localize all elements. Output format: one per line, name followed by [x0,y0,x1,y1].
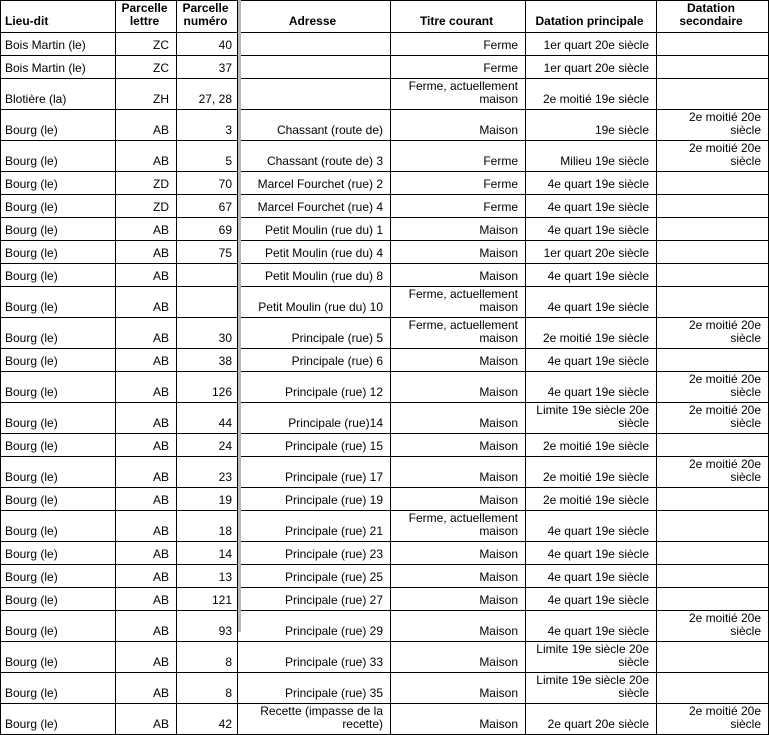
table-row [1,56,769,79]
cell-lieu-dit[interactable]: Bourg (le) [1,642,116,673]
cell-adresse[interactable]: Principale (rue) 35 [238,673,391,704]
cell-datation-principale[interactable]: 2e moitié 19e siècle [526,318,657,349]
cell-parcelle-lettre[interactable]: AB [116,218,177,241]
cell-datation-secondaire[interactable] [657,218,769,241]
cell-datation-principale[interactable]: 4e quart 19e siècle [526,195,657,218]
cell-adresse[interactable]: Principale (rue) 25 [238,565,391,588]
cell-titre-courant[interactable]: Ferme [391,195,526,218]
cell-titre-courant[interactable]: Ferme [391,56,526,79]
table-row [1,642,769,673]
column-header-titre-courant[interactable]: Titre courant [391,1,526,33]
cell-datation-secondaire[interactable]: 2e moitié 20e siècle [657,141,769,172]
cell-parcelle-numero[interactable]: 126 [177,372,238,403]
cell-datation-secondaire[interactable]: 2e moitié 20e siècle [657,403,769,434]
cell-datation-secondaire[interactable] [657,264,769,287]
cell-titre-courant[interactable]: Ferme, actuellement maison [391,287,526,318]
cell-parcelle-lettre[interactable]: AB [116,488,177,511]
table-row [1,372,769,403]
column-header-datation-secondaire[interactable]: Datation secondaire [657,1,769,33]
table-row [1,704,769,735]
cell-datation-secondaire[interactable] [657,287,769,318]
table-row [1,172,769,195]
cell-datation-secondaire[interactable] [657,79,769,110]
cell-parcelle-numero[interactable]: 67 [177,195,238,218]
cell-parcelle-lettre[interactable]: AB [116,457,177,488]
cell-datation-secondaire[interactable] [657,434,769,457]
cell-parcelle-numero[interactable]: 8 [177,642,238,673]
cell-parcelle-numero[interactable]: 37 [177,56,238,79]
cell-parcelle-lettre[interactable]: ZH [116,79,177,110]
cell-lieu-dit[interactable]: Bourg (le) [1,141,116,172]
cell-datation-secondaire[interactable] [657,488,769,511]
cell-datation-principale[interactable]: 4e quart 19e siècle [526,542,657,565]
cell-parcelle-lettre[interactable]: ZC [116,33,177,56]
cell-titre-courant[interactable]: Maison [391,588,526,611]
cell-parcelle-numero[interactable]: 8 [177,673,238,704]
cell-titre-courant[interactable]: Maison [391,434,526,457]
cell-parcelle-numero[interactable]: 5 [177,141,238,172]
cell-datation-secondaire[interactable] [657,511,769,542]
cell-parcelle-numero[interactable]: 27, 28 [177,79,238,110]
cell-parcelle-lettre[interactable]: AB [116,403,177,434]
cell-parcelle-numero[interactable]: 121 [177,588,238,611]
cell-datation-secondaire[interactable]: 2e moitié 20e siècle [657,318,769,349]
cell-parcelle-lettre[interactable]: AB [116,611,177,642]
cell-lieu-dit[interactable]: Bourg (le) [1,218,116,241]
table-row [1,403,769,434]
cell-adresse[interactable]: Petit Moulin (rue du) 4 [238,241,391,264]
cell-lieu-dit[interactable]: Bourg (le) [1,403,116,434]
column-header-adresse[interactable]: Adresse [238,1,391,33]
cell-adresse[interactable]: Petit Moulin (rue du) 10 [238,287,391,318]
cell-parcelle-numero[interactable]: 18 [177,511,238,542]
cell-lieu-dit[interactable]: Bourg (le) [1,372,116,403]
table-row [1,318,769,349]
cell-lieu-dit[interactable]: Bourg (le) [1,110,116,141]
cell-titre-courant[interactable]: Ferme, actuellement maison [391,511,526,542]
cell-adresse[interactable] [238,33,391,56]
cell-titre-courant[interactable]: Maison [391,241,526,264]
table-row [1,79,769,110]
cell-datation-principale[interactable]: 2e moitié 19e siècle [526,434,657,457]
column-header-datation-principale[interactable]: Datation principale [526,1,657,33]
cell-datation-principale[interactable]: 4e quart 19e siècle [526,172,657,195]
table-row [1,434,769,457]
cell-adresse[interactable]: Petit Moulin (rue du) 8 [238,264,391,287]
cell-datation-principale[interactable]: 1er quart 20e siècle [526,56,657,79]
cell-titre-courant[interactable]: Maison [391,110,526,141]
cell-adresse[interactable]: Marcel Fourchet (rue) 4 [238,195,391,218]
cell-parcelle-numero[interactable]: 24 [177,434,238,457]
cell-datation-principale[interactable]: 4e quart 19e siècle [526,372,657,403]
cell-adresse[interactable] [238,56,391,79]
cell-datation-secondaire[interactable]: 2e moitié 20e siècle [657,457,769,488]
table-row [1,33,769,56]
cell-titre-courant[interactable]: Maison [391,218,526,241]
table-row [1,218,769,241]
cell-parcelle-numero[interactable] [177,264,238,287]
table-row [1,349,769,372]
cell-datation-principale[interactable]: 4e quart 19e siècle [526,588,657,611]
cell-adresse[interactable]: Principale (rue) 29 [238,611,391,642]
cell-titre-courant[interactable]: Maison [391,642,526,673]
cell-lieu-dit[interactable]: Bourg (le) [1,511,116,542]
cell-titre-courant[interactable]: Ferme, actuellement maison [391,79,526,110]
cell-lieu-dit[interactable]: Bourg (le) [1,172,116,195]
table-row [1,511,769,542]
cell-lieu-dit[interactable]: Bourg (le) [1,488,116,511]
cell-parcelle-lettre[interactable]: AB [116,141,177,172]
cell-parcelle-lettre[interactable]: AB [116,318,177,349]
cell-adresse[interactable]: Marcel Fourchet (rue) 2 [238,172,391,195]
cell-adresse[interactable]: Principale (rue) 23 [238,542,391,565]
cell-parcelle-numero[interactable]: 93 [177,611,238,642]
table-row [1,264,769,287]
table-row [1,110,769,141]
cell-datation-principale[interactable]: 2e moitié 19e siècle [526,457,657,488]
cell-titre-courant[interactable]: Ferme [391,33,526,56]
cell-adresse[interactable]: Principale (rue) 33 [238,642,391,673]
cell-parcelle-lettre[interactable]: AB [116,565,177,588]
cell-parcelle-numero[interactable]: 70 [177,172,238,195]
cell-lieu-dit[interactable]: Bourg (le) [1,673,116,704]
cell-titre-courant[interactable]: Maison [391,704,526,735]
cell-datation-principale[interactable]: 4e quart 19e siècle [526,511,657,542]
cell-datation-secondaire[interactable] [657,349,769,372]
cell-parcelle-lettre[interactable]: AB [116,673,177,704]
cell-datation-principale[interactable]: 4e quart 19e siècle [526,349,657,372]
table-row [1,542,769,565]
cell-datation-secondaire[interactable] [657,642,769,673]
header-row [1,1,769,33]
cell-datation-principale[interactable]: 2e quart 20e siècle [526,704,657,735]
cell-datation-principale[interactable]: 1er quart 20e siècle [526,33,657,56]
cell-datation-principale[interactable]: 4e quart 19e siècle [526,565,657,588]
table-row [1,141,769,172]
cell-datation-secondaire[interactable] [657,241,769,264]
cell-adresse[interactable]: Principale (rue) 12 [238,372,391,403]
cell-datation-principale[interactable]: Milieu 19e siècle [526,141,657,172]
cell-datation-principale[interactable]: 2e moitié 19e siècle [526,79,657,110]
cell-titre-courant[interactable]: Ferme [391,172,526,195]
cell-parcelle-lettre[interactable]: AB [116,110,177,141]
cell-datation-secondaire[interactable] [657,565,769,588]
cell-lieu-dit[interactable]: Bourg (le) [1,565,116,588]
cell-datation-secondaire[interactable]: 2e moitié 20e siècle [657,611,769,642]
table-row [1,457,769,488]
table-body [1,33,769,735]
cell-parcelle-lettre[interactable]: AB [116,372,177,403]
cell-adresse[interactable]: Principale (rue) 6 [238,349,391,372]
cell-parcelle-numero[interactable]: 3 [177,110,238,141]
cell-titre-courant[interactable]: Maison [391,542,526,565]
cell-titre-courant[interactable]: Ferme [391,141,526,172]
cell-adresse[interactable]: Principale (rue)14 [238,403,391,434]
cell-titre-courant[interactable]: Maison [391,488,526,511]
cell-adresse[interactable]: Principale (rue) 15 [238,434,391,457]
cell-parcelle-numero[interactable]: 23 [177,457,238,488]
cell-lieu-dit[interactable]: Bourg (le) [1,588,116,611]
column-header-lieu-dit[interactable]: Lieu-dit [1,1,116,33]
cell-parcelle-lettre[interactable]: AB [116,349,177,372]
cell-datation-secondaire[interactable] [657,542,769,565]
cell-datation-principale[interactable]: Limite 19e siècle 20e siècle [526,403,657,434]
cell-parcelle-numero[interactable]: 40 [177,33,238,56]
table-row [1,673,769,704]
cell-datation-secondaire[interactable] [657,172,769,195]
cell-datation-principale[interactable]: 4e quart 19e siècle [526,264,657,287]
cell-titre-courant[interactable]: Maison [391,565,526,588]
cell-parcelle-numero[interactable]: 69 [177,218,238,241]
column-header-parcelle-numero[interactable]: Parcelle numéro [177,1,238,33]
cell-lieu-dit[interactable]: Bourg (le) [1,542,116,565]
cell-datation-principale[interactable]: Limite 19e siècle 20e siècle [526,673,657,704]
cell-datation-principale[interactable]: 4e quart 19e siècle [526,611,657,642]
cell-lieu-dit[interactable]: Bourg (le) [1,264,116,287]
table-row [1,611,769,642]
cell-parcelle-lettre[interactable]: ZC [116,56,177,79]
cell-lieu-dit[interactable]: Bois Martin (le) [1,33,116,56]
cell-lieu-dit[interactable]: Bourg (le) [1,349,116,372]
cell-parcelle-lettre[interactable]: AB [116,704,177,735]
cell-datation-secondaire[interactable] [657,56,769,79]
cell-datation-secondaire[interactable]: 2e moitié 20e siècle [657,704,769,735]
cell-titre-courant[interactable]: Ferme, actuellement maison [391,318,526,349]
cell-parcelle-numero[interactable]: 30 [177,318,238,349]
cell-parcelle-numero[interactable]: 42 [177,704,238,735]
cell-adresse[interactable] [238,79,391,110]
cell-datation-principale[interactable]: 1er quart 20e siècle [526,241,657,264]
cell-datation-secondaire[interactable]: 2e moitié 20e siècle [657,110,769,141]
cell-adresse[interactable]: Principale (rue) 17 [238,457,391,488]
cell-parcelle-numero[interactable]: 44 [177,403,238,434]
cell-datation-secondaire[interactable]: 2e moitié 20e siècle [657,372,769,403]
cell-titre-courant[interactable]: Maison [391,673,526,704]
cell-adresse[interactable]: Principale (rue) 21 [238,511,391,542]
cell-parcelle-numero[interactable]: 13 [177,565,238,588]
cell-parcelle-numero[interactable]: 75 [177,241,238,264]
cell-datation-principale[interactable]: Limite 19e siècle 20e siècle [526,642,657,673]
column-header-parcelle-lettre[interactable]: Parcelle lettre [116,1,177,33]
cell-datation-secondaire[interactable] [657,195,769,218]
cell-datation-secondaire[interactable] [657,588,769,611]
cell-parcelle-numero[interactable]: 14 [177,542,238,565]
table-row [1,287,769,318]
cell-titre-courant[interactable]: Maison [391,611,526,642]
cell-lieu-dit[interactable]: Bois Martin (le) [1,56,116,79]
cell-lieu-dit[interactable]: Bourg (le) [1,195,116,218]
cell-lieu-dit[interactable]: Blotière (la) [1,79,116,110]
cell-titre-courant[interactable]: Maison [391,457,526,488]
cell-lieu-dit[interactable]: Bourg (le) [1,241,116,264]
cell-datation-principale[interactable]: 4e quart 19e siècle [526,218,657,241]
cell-parcelle-lettre[interactable]: AB [116,588,177,611]
cell-adresse[interactable]: Petit Moulin (rue du) 1 [238,218,391,241]
cell-parcelle-lettre[interactable]: ZD [116,195,177,218]
table-row [1,588,769,611]
cell-lieu-dit[interactable]: Bourg (le) [1,457,116,488]
cell-datation-secondaire[interactable] [657,33,769,56]
table-row [1,241,769,264]
cell-parcelle-lettre[interactable]: AB [116,542,177,565]
cell-adresse[interactable]: Chassant (route de) 3 [238,141,391,172]
cell-lieu-dit[interactable]: Bourg (le) [1,434,116,457]
cell-titre-courant[interactable]: Maison [391,403,526,434]
cell-titre-courant[interactable]: Maison [391,372,526,403]
cell-datation-principale[interactable]: 4e quart 19e siècle [526,287,657,318]
cell-parcelle-lettre[interactable]: AB [116,287,177,318]
cell-titre-courant[interactable]: Maison [391,349,526,372]
cell-lieu-dit[interactable]: Bourg (le) [1,287,116,318]
cell-adresse[interactable]: Principale (rue) 27 [238,588,391,611]
cell-adresse[interactable]: Chassant (route de) [238,110,391,141]
cell-parcelle-lettre[interactable]: AB [116,264,177,287]
cell-lieu-dit[interactable]: Bourg (le) [1,704,116,735]
cell-adresse[interactable]: Recette (impasse de la recette) [238,704,391,735]
cell-adresse[interactable]: Principale (rue) 5 [238,318,391,349]
cell-adresse[interactable]: Principale (rue) 19 [238,488,391,511]
cell-parcelle-numero[interactable]: 19 [177,488,238,511]
cell-datation-secondaire[interactable] [657,673,769,704]
cell-datation-principale[interactable]: 2e moitié 19e siècle [526,488,657,511]
table-row [1,488,769,511]
cell-parcelle-lettre[interactable]: AB [116,434,177,457]
cell-titre-courant[interactable]: Maison [391,264,526,287]
cell-lieu-dit[interactable]: Bourg (le) [1,318,116,349]
cell-parcelle-lettre[interactable]: AB [116,511,177,542]
cell-parcelle-lettre[interactable]: AB [116,241,177,264]
cell-datation-principale[interactable]: 19e siècle [526,110,657,141]
table-row [1,565,769,588]
cell-parcelle-lettre[interactable]: ZD [116,172,177,195]
cell-lieu-dit[interactable]: Bourg (le) [1,611,116,642]
table-row [1,195,769,218]
cell-parcelle-numero[interactable]: 38 [177,349,238,372]
cell-parcelle-lettre[interactable]: AB [116,642,177,673]
cell-parcelle-numero[interactable] [177,287,238,318]
